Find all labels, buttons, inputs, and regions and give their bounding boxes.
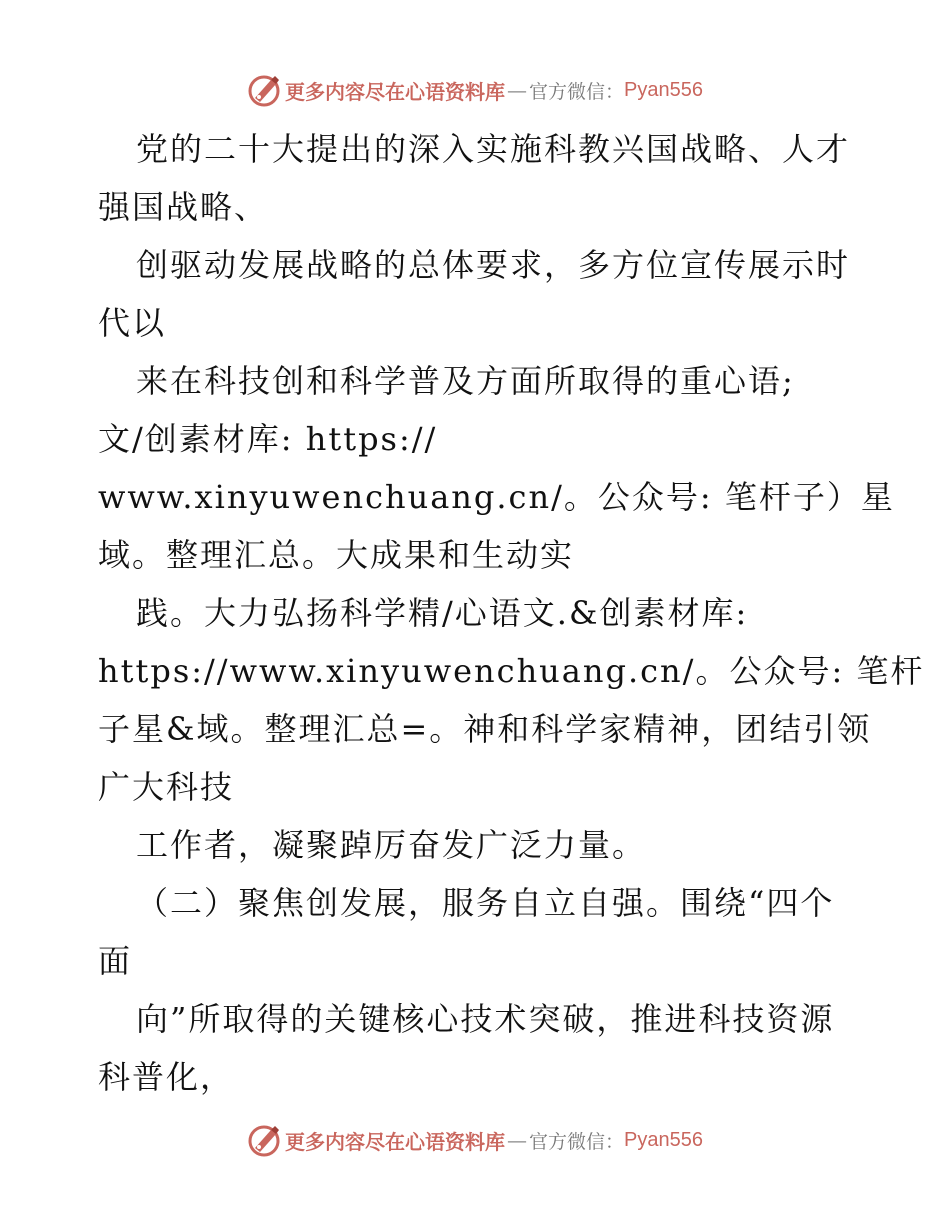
banner-dash: — xyxy=(507,78,527,102)
pen-logo-icon xyxy=(247,72,283,108)
text-line: https://www.xinyuwenchuang.cn/。公众号: 笔杆 xyxy=(98,652,925,690)
text-line: 广大科技 xyxy=(98,768,235,806)
text-line: 工作者，凝聚踔厉奋发广泛力量。 xyxy=(136,826,647,864)
pen-logo-icon xyxy=(247,1122,283,1158)
text-line: 创驱动发展战略的总体要求，多方位宣传展示时 xyxy=(136,246,851,284)
text-line: 强国战略、 xyxy=(98,188,269,226)
banner-dash: — xyxy=(507,1128,527,1152)
text-line: 党的二十大提出的深入实施科教兴国战略、人才 xyxy=(136,130,851,168)
text-line: 域。整理汇总。大成果和生动实 xyxy=(98,536,575,574)
text-line: 文/创素材库: https:// xyxy=(98,420,438,458)
banner-wechat-label: 官方微信： xyxy=(529,1130,625,1153)
text-line: 来在科技创和科学普及方面所取得的重心语; xyxy=(136,362,795,400)
text-line: 代以 xyxy=(98,304,167,342)
text-line: 践。大力弘扬科学精/心语文.&创素材库: xyxy=(136,594,749,632)
text-line: www.xinyuwenchuang.cn/。公众号: 笔杆子）星 xyxy=(98,478,895,516)
text-line: （二）聚焦创发展，服务自立自强。围绕“四个 xyxy=(136,884,835,922)
text-line: 面 xyxy=(98,942,133,980)
banner-site-text: 更多内容尽在心语资料库 xyxy=(285,1129,505,1154)
banner-site-text: 更多内容尽在心语资料库 xyxy=(285,79,505,104)
banner-wechat-id: Pyan556 xyxy=(624,78,703,101)
banner-wechat-label: 官方微信： xyxy=(529,80,625,103)
text-line: 科普化， xyxy=(98,1058,235,1096)
header-banner xyxy=(0,70,950,110)
footer-banner xyxy=(0,1120,950,1160)
banner-wechat-id: Pyan556 xyxy=(624,1128,703,1151)
text-line: 子星&域。整理汇总=。神和科学家精神，团结引领 xyxy=(98,710,872,748)
text-line: 向”所取得的关键核心技术突破，推进科技资源 xyxy=(136,1000,835,1038)
